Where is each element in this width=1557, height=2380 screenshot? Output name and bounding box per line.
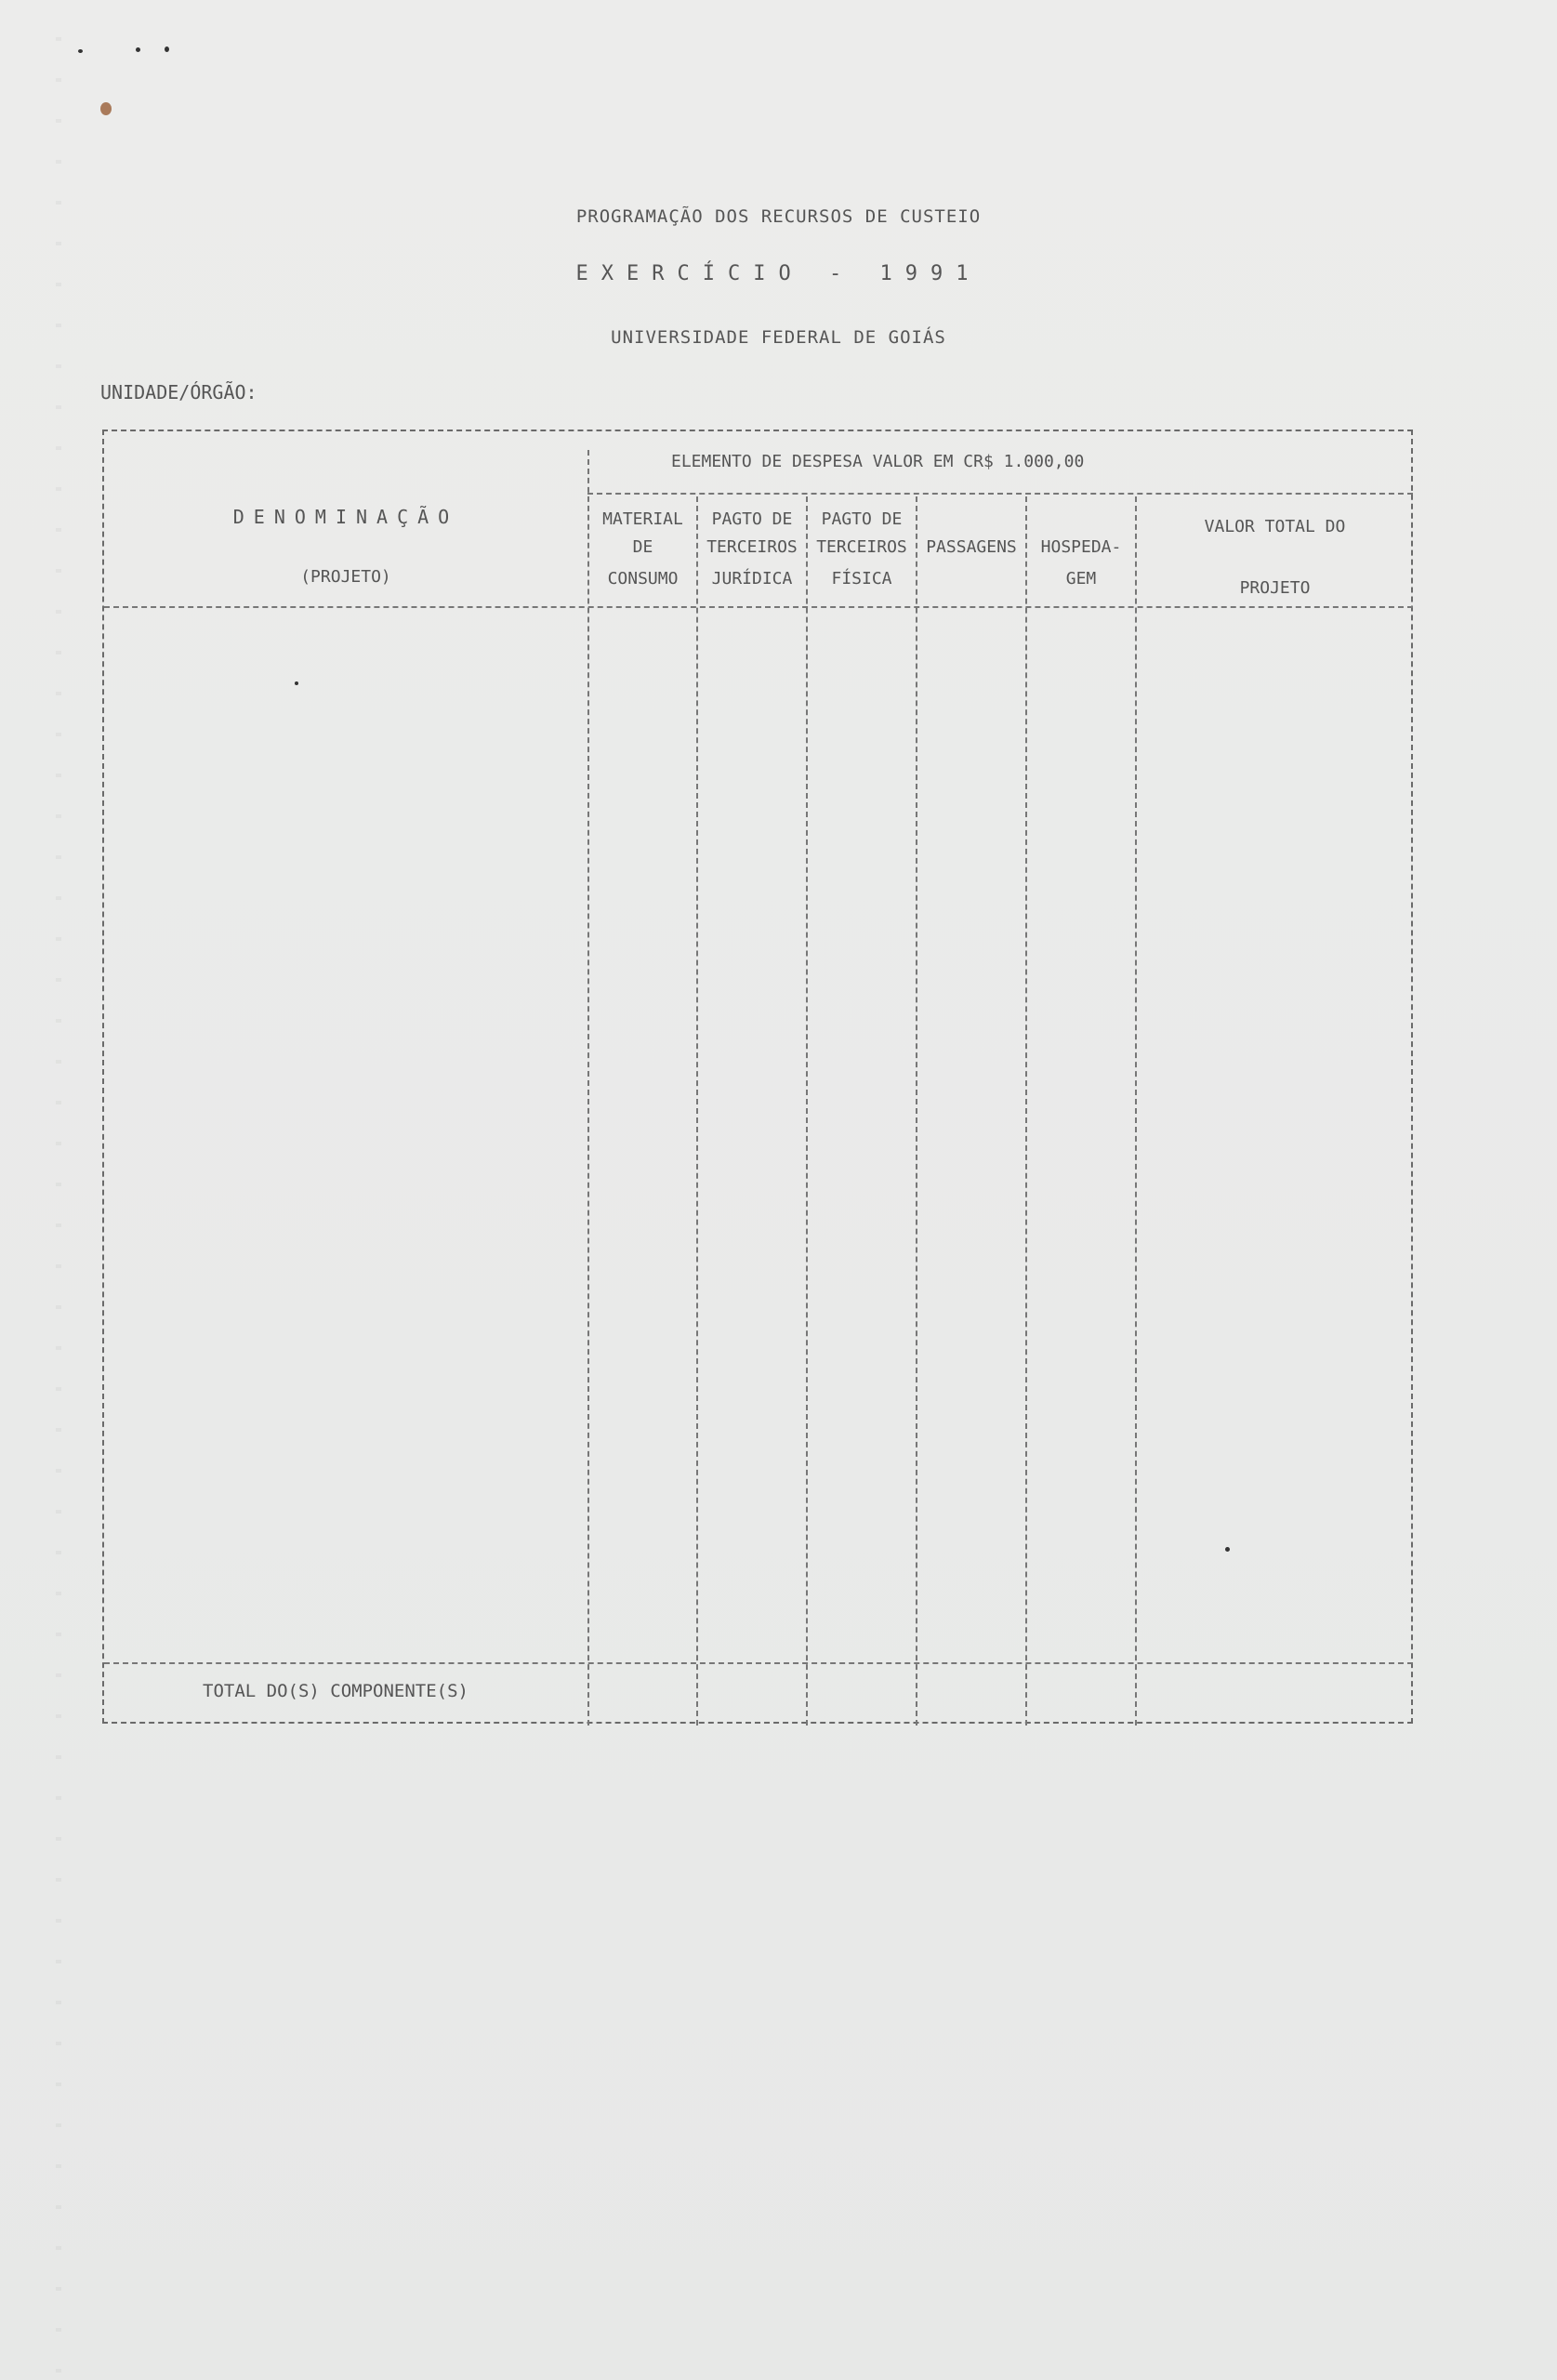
col-pj-line1: PAGTO DE (711, 509, 793, 529)
col-material-line3: CONSUMO (607, 569, 679, 588)
col-pj-line2: TERCEIROS (706, 537, 798, 557)
col-divider-4 (1025, 496, 1027, 1726)
col-total-line2: PROJETO (1239, 578, 1311, 598)
header-divider (104, 606, 1413, 608)
col-passagens-line2: PASSAGENS (926, 537, 1017, 557)
budget-table (102, 430, 1413, 1724)
col-material-line2: DE (632, 537, 653, 557)
exercise-year: EXERCÍCIO - 1991 (575, 262, 982, 285)
col-pf-line1: PAGTO DE (821, 509, 903, 529)
col-divider-denominacao (587, 450, 589, 1726)
col-pj-line3: JURÍDICA (711, 569, 793, 588)
denominacao-header: DENOMINAÇÃO (232, 506, 459, 528)
col-pf-line2: TERCEIROS (816, 537, 907, 557)
col-divider-2 (806, 496, 808, 1726)
footer-divider (104, 1662, 1413, 1664)
col-pf-line3: FÍSICA (831, 569, 892, 588)
speck (78, 49, 83, 53)
scan-edge-noise (56, 0, 61, 2380)
total-componentes-label: TOTAL DO(S) COMPONENTE(S) (203, 1681, 468, 1701)
col-divider-5 (1135, 496, 1137, 1726)
col-divider-3 (916, 496, 917, 1726)
group-header-divider (587, 493, 1413, 495)
institution-name: UNIVERSIDADE FEDERAL DE GOIÁS (611, 327, 946, 348)
expense-group-header: ELEMENTO DE DESPESA VALOR EM CR$ 1.000,00 (671, 452, 1085, 471)
speck (165, 46, 169, 52)
document-title: PROGRAMAÇÃO DOS RECURSOS DE CUSTEIO (575, 206, 982, 227)
speck (136, 47, 140, 52)
col-hospedagem-line2: HOSPEDA- (1040, 537, 1122, 557)
rust-spot (100, 102, 112, 115)
col-divider-1 (696, 496, 698, 1726)
unit-label: UNIDADE/ÓRGÃO: (100, 381, 257, 403)
col-total-line1: VALOR TOTAL DO (1204, 517, 1346, 536)
col-hospedagem-line3: GEM (1065, 569, 1097, 588)
projeto-label: (PROJETO) (300, 567, 391, 587)
col-material-line1: MATERIAL (602, 509, 683, 529)
